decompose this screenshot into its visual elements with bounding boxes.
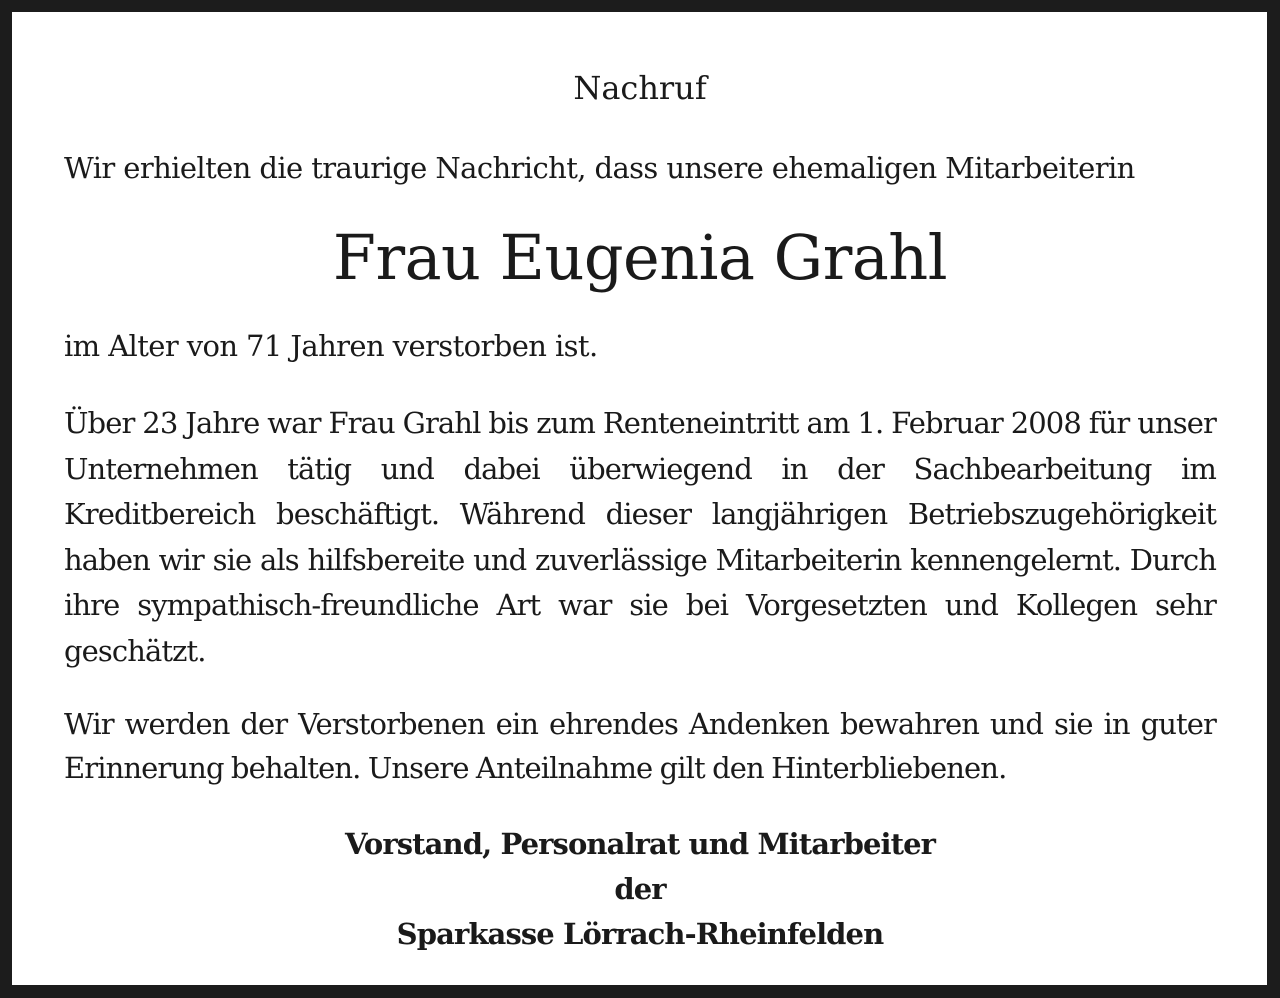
notice-heading: Nachruf (573, 69, 707, 107)
deceased-name: Frau Eugenia Grahl (332, 221, 948, 294)
obituary-notice (64, 12, 1216, 985)
signature-line-1: Vorstand, Personalrat und Mitarbeiter (344, 827, 936, 861)
intro-line: Wir erhielten die traurige Nachricht, dass unsere ehemaligen Mitarbeiterin (64, 151, 1135, 185)
age-line: im Alter von 71 Jahren verstorben ist. (64, 329, 598, 363)
signature-block (64, 822, 1216, 957)
signature-line-3: Sparkasse Lörrach-Rheinfelden (396, 917, 884, 951)
biography-paragraph: Über 23 Jahre war Frau Grahl bis zum Renteneintritt am 1. Februar 2008 für unser Unternehmen tätig und dabei überwiegend in der Sachbearbeitung im Kreditbereich beschäftigt. Während dieser langjährigen Betriebszugehörigkeit haben wir sie als hilfsbereite und zuverlässige Mitarbeiterin kennengelernt. Durch ihre sympathisch-freundliche Art war sie bei Vorgesetzten und Kollegen sehr geschätzt. (64, 406, 1216, 668)
condolence-paragraph: Wir werden der Verstorbenen ein ehrendes Andenken bewahren und sie in guter Erinnerung behalten. Unsere Anteilnahme gilt den Hinterbliebenen. (64, 707, 1216, 785)
signature-line-2: der (614, 872, 666, 906)
